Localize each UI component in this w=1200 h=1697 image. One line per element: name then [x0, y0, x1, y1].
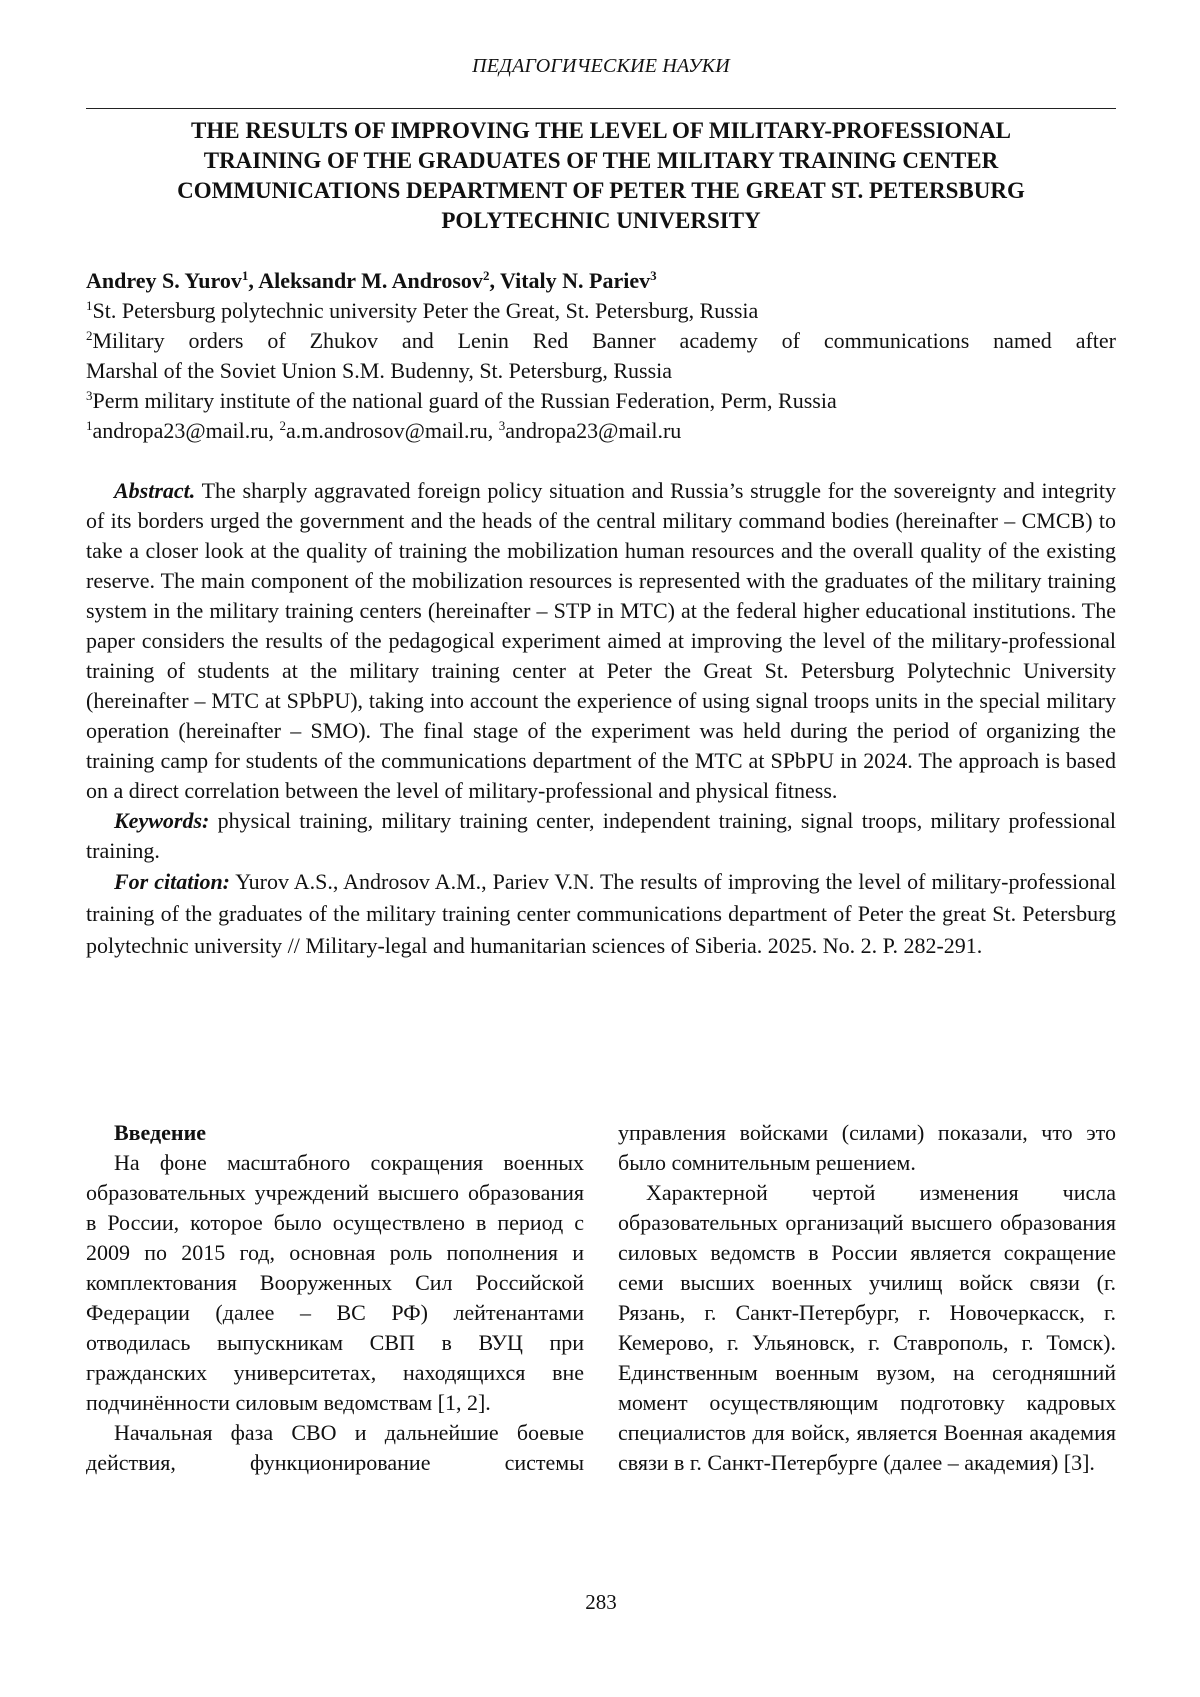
running-head: ПЕДАГОГИЧЕСКИЕ НАУКИ	[472, 55, 730, 77]
page-number: 283	[585, 1590, 617, 1614]
affiliation-mark: 2	[86, 328, 93, 343]
affiliation-mark: 3	[86, 388, 93, 403]
title-line: COMMUNICATIONS DEPARTMENT OF PETER THE GREAT ST. PETERSBURG	[177, 178, 1025, 203]
title-line: THE RESULTS OF IMPROVING THE LEVEL OF MILITARY-PROFESSIONAL	[191, 118, 1011, 143]
email-mark: 1	[86, 418, 93, 433]
author-separator: ,	[489, 268, 501, 293]
email-separator: ,	[487, 418, 499, 443]
body-paragraph: Начальная фаза СВО и дальнейшие боевые действия, функционирование системы	[86, 1420, 584, 1475]
affiliation-3	[86, 386, 1116, 416]
article-title	[86, 116, 1116, 236]
body-paragraph: На фоне масштабного сокращения военных образовательных учреждений высшего образования в России, которое было осуществлено в период с 2009 по 2015 год, основная роль пополнения и комплектования Вооруженных Сил Российской Федерации (далее – ВС РФ) лейтенантами отводилась выпускникам СВП в ВУЦ при гражданских университетах, находящихся вне подчинённости силовым ведомствам [1, 2].	[86, 1150, 584, 1415]
abstract-text: The sharply aggravated foreign policy situation and Russia’s struggle for the sovereignty and integrity of its borders urged the government and the heads of the central military command bodies (hereinafter – CMCB) to take a closer look at the quality of training the mobilization human resources and the overall quality of the existing reserve. The main component of the mobilization resources is represented with the graduates of the military training system in the military training centers (hereinafter – STP in MTC) at the federal higher educational institutions. The paper considers the results of the pedagogical experiment aimed at improving the level of the military-professional training of students at the military training center at Peter the Great St. Petersburg Polytechnic University (hereinafter – MTC at SPbPU), taking into account the experience of using signal troops units in the special military operation (hereinafter – SMO). The final stage of the experiment was held during the period of organizing the training camp for students of the communications department of the MTC at SPbPU in 2024. The approach is based on a direct correlation between the level of military-professional and physical fitness.	[86, 478, 1116, 803]
author-mark: 3	[650, 268, 657, 283]
email-link[interactable]: andropa23@mail.ru	[505, 418, 682, 443]
author-name: Aleksandr M. Androsov	[258, 268, 483, 293]
abstract-label: Abstract.	[114, 478, 196, 503]
author-name: Vitaly N. Pariev	[500, 268, 651, 293]
citation-paragraph	[86, 866, 1116, 962]
affiliation-text: Military orders of Zhukov and Lenin Red Banner academy of communications named after	[92, 328, 1116, 353]
citation-text: Yurov A.S., Androsov A.M., Pariev V.N. The results of improving the level of military-professional training of the graduates of the military training center communications department of Peter the great St. Petersburg polytechnic university // Military-legal and humanitarian sciences of Siberia. 2025. No. 2. P. 282-291.	[86, 869, 1117, 958]
author-name: Andrey S. Yurov	[86, 268, 242, 293]
header-rule	[86, 108, 1116, 109]
affiliation-2-line-2: Marshal of the Soviet Union S.M. Budenny, St. Petersburg, Russia	[86, 358, 673, 383]
author-mark: 1	[241, 268, 249, 283]
title-line: TRAINING OF THE GRADUATES OF THE MILITARY TRAINING CENTER	[203, 148, 999, 173]
author-mark: 2	[482, 268, 490, 283]
keywords-text: physical training, military training center, independent training, signal troops, military professional training.	[86, 808, 1116, 863]
keywords-label: Keywords:	[114, 808, 210, 833]
affiliation-2-line-1	[86, 326, 1116, 356]
email-mark: 3	[498, 418, 506, 433]
citation-label: For citation:	[114, 869, 231, 894]
email-link[interactable]: andropa23@mail.ru	[92, 418, 269, 443]
affiliations	[86, 296, 1116, 446]
affiliation-mark: 1	[86, 298, 93, 313]
abstract-block	[86, 476, 1116, 962]
author-separator: ,	[248, 268, 259, 293]
email-link[interactable]: a.m.androsov@mail.ru	[286, 418, 488, 443]
author-list	[86, 266, 1116, 296]
affiliation-1	[86, 296, 1116, 326]
title-line: POLYTECHNIC UNIVERSITY	[441, 208, 761, 233]
affiliation-text: Perm military institute of the national guard of the Russian Federation, Perm, Russia	[92, 388, 837, 413]
body-column-right	[618, 1118, 1116, 1478]
email-separator: ,	[268, 418, 280, 443]
body-paragraph: управления войсками (силами) показали, что это было сомнительным решением.	[618, 1120, 1116, 1175]
body-column-left	[86, 1118, 584, 1478]
email-list	[86, 416, 1116, 446]
section-heading: Введение	[114, 1120, 207, 1145]
body-paragraph: Характерной чертой изменения числа образовательных организаций высшего образования силовых ведомств в России является сокращение семи высших военных училищ войск связи (г. Рязань, г. Санкт-Петербург, г. Новочеркасск, г. Кемерово, г. Ульяновск, г. Ставрополь, г. Томск). Единственным военным вузом, на сегодняшний момент осуществляющим подготовку кадровых специалистов для войск, является Военная академия связи в г. Санкт-Петербурге (далее – академия) [3].	[618, 1180, 1116, 1475]
affiliation-text: St. Petersburg polytechnic university Peter the Great, St. Petersburg, Russia	[92, 298, 759, 323]
keywords-paragraph	[86, 806, 1116, 866]
email-mark: 2	[279, 418, 287, 433]
abstract-paragraph	[86, 476, 1116, 806]
